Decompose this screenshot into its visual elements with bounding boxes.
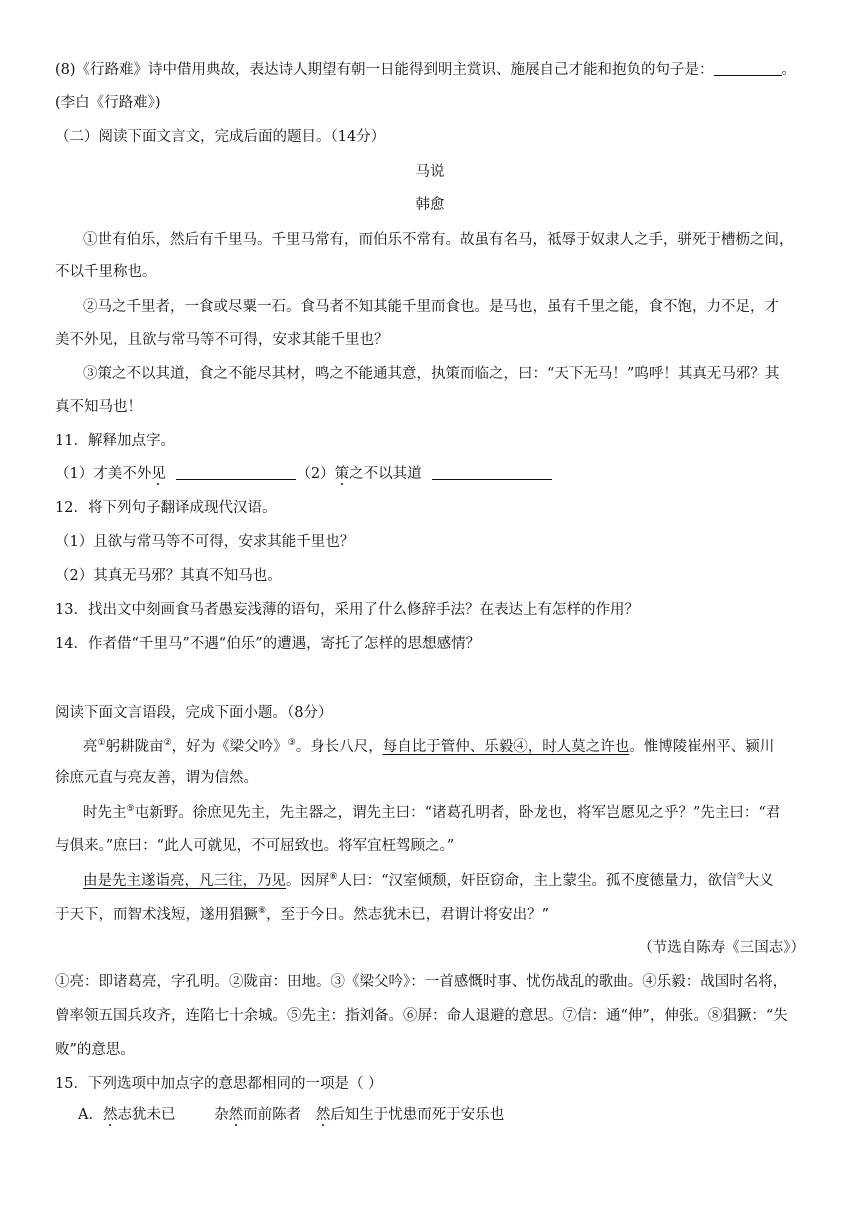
option-a-phrase2-pre: 杂 — [214, 1107, 229, 1123]
note-ref-8: ⑧ — [258, 906, 267, 916]
para1-line1: ①世有伯乐，然后有千里马。千里马常有，而伯乐不常有。故虽有名马，祗辱于奴隶人之手，骈死于槽枥之间， — [83, 232, 794, 248]
question-12: 12．将下列句子翻译成现代汉语。 — [55, 500, 277, 516]
q11-item2-text: 之不以其道 — [349, 466, 422, 482]
option-a-phrase1-dotted-char: 然 — [102, 1107, 118, 1123]
passage-para2-line2: 与俱来。”庶曰：“此人可就见，不可屈致也。将军宜枉驾顾之。” — [55, 838, 455, 854]
p1-text-a: 亮 — [83, 739, 98, 755]
underlined-sentence-1: 每自比于管仲、乐毅④，时人莫之许也 — [382, 739, 630, 755]
p1-text-d: 。身长八尺， — [295, 739, 383, 755]
p2-text-a: 时先主 — [83, 805, 127, 821]
passage-para3-line2 — [55, 905, 549, 925]
q8-line — [55, 60, 796, 80]
option-a-label: A． — [78, 1107, 103, 1123]
q15-option-a[interactable] — [78, 1105, 504, 1125]
note-ref-7: ⑦ — [736, 872, 745, 882]
q8-answer-blank[interactable] — [714, 61, 782, 76]
section2-heading: （二）阅读下面文言文，完成后面的题目。（14分） — [55, 129, 386, 145]
passage-para2-line1 — [83, 803, 780, 823]
p1-text-c: ，好为《梁父吟》 — [171, 739, 288, 755]
option-a-phrase1-post: 志犹未已 — [117, 1107, 176, 1123]
q11-item2-answer-blank[interactable] — [432, 465, 552, 480]
p1-text-e: 。惟博陵崔州平、颍川 — [629, 739, 775, 755]
q8-text: (8)《行路难》诗中借用典故，表达诗人期望有朝一日能得到明主赏识、施展自己才能和抱负的句子是： — [55, 62, 714, 78]
question-11: 11．解释加点字。 — [55, 433, 175, 449]
question-12-item1: （1）且欲与常马等不可得，安求其能千里也？ — [55, 534, 355, 550]
q11-item2-label: （2） — [296, 466, 335, 482]
question-14: 14．作者借“千里马”不遇“伯乐”的遭遇，寄托了怎样的思想感情？ — [55, 636, 481, 652]
q11-item2-dotted-char: 策 — [334, 466, 350, 482]
q11-item1-answer-blank[interactable] — [176, 465, 296, 480]
para2-line2: 美不外见，且欲与常马等不可得，安求其能千里也？ — [55, 332, 389, 348]
question-13: 13．找出文中刻画食马者愚妄浅薄的语句，采用了什么修辞手法？在表达上有怎样的作用？ — [55, 602, 639, 618]
p3-line2-text-b: ，至于今日。然志犹未已，君谓计将安出？” — [266, 907, 549, 923]
q11-item1-label: （1）才美不外 — [55, 466, 152, 482]
option-a-phrase2-dotted-char: 然 — [228, 1107, 244, 1123]
passage-para3-line1 — [83, 871, 774, 891]
p1-text-b: 躬耕陇亩 — [105, 739, 164, 755]
footnote-line3: 败”的意思。 — [55, 1042, 135, 1058]
para2-line1: ②马之千里者，一食或尽粟一石。食马者不知其能千里而食也。是马也，虽有千里之能，食不饱，力不足，才 — [83, 299, 779, 315]
note-ref-3: ③ — [287, 738, 296, 748]
note-ref-1: ① — [97, 738, 106, 748]
para3-line2: 真不知马也！ — [55, 399, 142, 415]
footnote-line1: ①亮：即诸葛亮，字孔明。②陇亩：田地。③《梁父吟》：一首感慨时事、忧伤战乱的歌曲。④乐毅：战国时名将， — [55, 974, 788, 990]
passage-para1-line2: 徐庶元直与亮友善，谓为信然。 — [55, 770, 258, 786]
p3-text-c: 大义 — [744, 873, 774, 889]
p2-text-b: 屯新野。徐庶见先主，先主器之，谓先主曰：“诸葛孔明者，卧龙也，将军岂愿见之乎？”先主曰：“君 — [134, 805, 781, 821]
underlined-sentence-2: 由是先主遂诣亮，凡三往，乃见 — [83, 873, 286, 889]
article-author: 韩愈 — [415, 197, 445, 213]
footnote-line2: 曾率领五国兵攻齐，连陷七十余城。⑤先主：指刘备。⑥屏：命人退避的意思。⑦信：通“伸”，伸张。⑧猖獗：“失 — [55, 1008, 788, 1024]
option-a-phrase2-post: 而前陈者 — [243, 1107, 302, 1123]
option-a-phrase3-dotted-char: 然 — [315, 1107, 331, 1123]
p3-text-b: 人曰：“汉室倾颓，奸臣窃命，主上蒙尘。孤不度德量力，欲信 — [337, 873, 737, 889]
q8-source: (李白《行路难》) — [55, 95, 161, 111]
p3-line2-text-a: 于天下，而智术浅短，遂用猖獗 — [55, 907, 258, 923]
note-ref-5: ⑤ — [126, 804, 135, 814]
para3-line1: ③策之不以其道，食之不能尽其材，鸣之不能通其意，执策而临之，曰：“天下无马！”呜呼！其真无马邪？其 — [83, 366, 780, 382]
para1-line2: 不以千里称也。 — [55, 264, 157, 280]
article-title: 马说 — [415, 164, 445, 180]
q8-end: 。 — [781, 62, 797, 78]
question-15: 15．下列选项中加点字的意思都相同的一项是（ ） — [55, 1076, 383, 1092]
passage-source: （节选自陈寿《三国志》） — [638, 940, 805, 956]
q11-item1-dotted-char: 见 — [151, 466, 166, 482]
p3-text-a: 。因屏 — [286, 873, 330, 889]
passage-para1-line1 — [83, 737, 774, 757]
option-a-phrase3-post: 后知生于忧患而死于安乐也 — [330, 1107, 505, 1123]
section3-heading: 阅读下面文言语段，完成下面小题。（8分） — [55, 705, 333, 721]
question-12-item2: （2）其真无马邪？其真不知马也。 — [55, 568, 282, 584]
note-ref-6: ⑥ — [329, 872, 338, 882]
question-11-items — [55, 464, 552, 484]
note-ref-2: ② — [163, 738, 172, 748]
